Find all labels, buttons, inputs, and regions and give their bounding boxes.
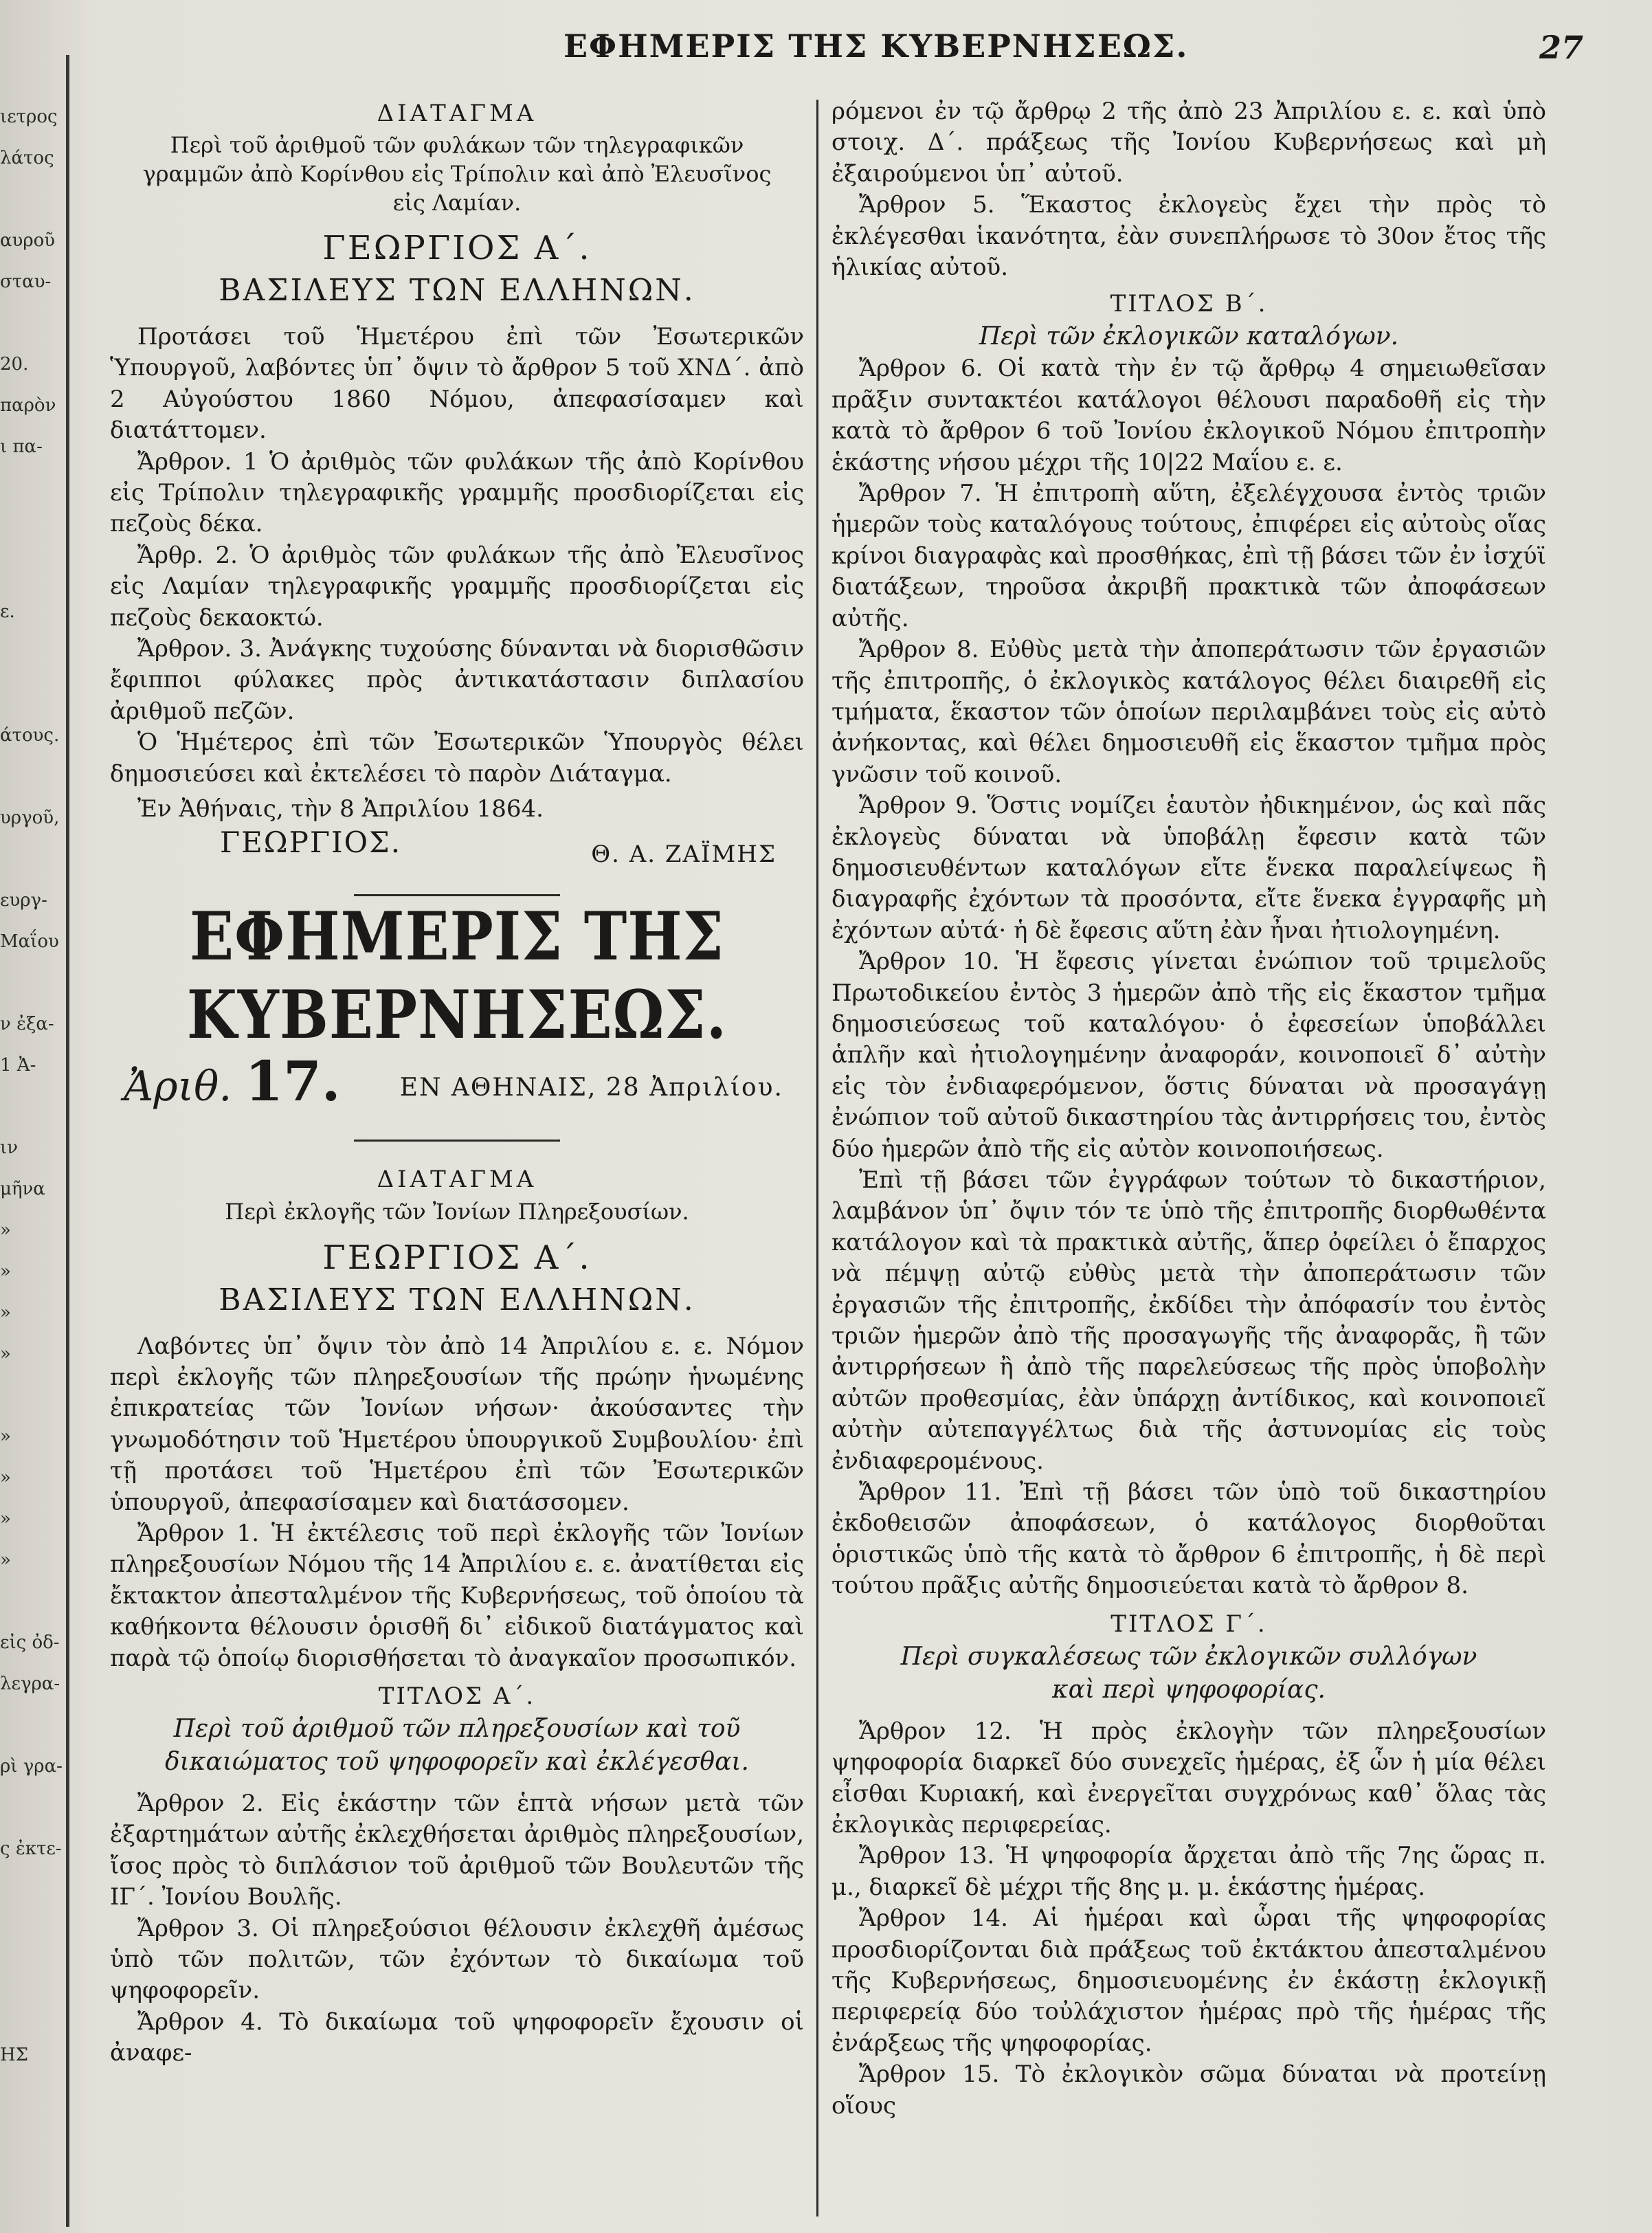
margin-fragment: [0, 674, 55, 715]
article-paragraph: Ἄρθρον 3. Οἱ πληρεξούσιοι θέλουσιν ἐκλεχθῆ ἀμέσως ὑπὸ τῶν πολιτῶν, τῶν ἐχόντων τὸ δικαίωμα τοῦ ψηφοφορεῖν.: [110, 1914, 804, 2005]
masthead: ΕΦΗΜΕΡΙΣ ΤΗΣ ΚΥΒΕΡΝΗΣΕΩΣ.: [186, 896, 728, 1054]
article-paragraph: Ἄρθρον 11. Ἐπὶ τῇ βάσει τῶν ὑπὸ τοῦ δικαστηρίου ἐκδοθεισῶν ἀποφάσεων, ὁ κατάλογος διορθοῦται ὁριστικῶς ὑπὸ τῆς κατὰ τὸ ἄρθρον 6 ἐπιτροπῆς, ἡ δὲ περὶ τούτου πρᾶξις αὐτῆς δημοσιεύεται κατὰ τὸ ἄρθρον 8.: [831, 1478, 1546, 1600]
decree-heading: ΔΙΑΤΑΓΜΑ: [377, 1165, 537, 1193]
margin-fragment: ε.: [0, 601, 15, 622]
section-subtitle: Περὶ τοῦ ἀριθμοῦ τῶν πληρεξουσίων καὶ τοῦ δικαιώματος τοῦ ψηφοφορεῖν καὶ ἐκλέγεσθαι.: [165, 1714, 749, 1776]
margin-fragment: 20.: [0, 354, 29, 375]
margin-fragment: »: [0, 1550, 11, 1570]
column-divider: [816, 100, 818, 2217]
left-column: [110, 96, 804, 2069]
margin-fragment: [0, 179, 55, 220]
article-paragraph: Ἄρθρον 8. Εὐθὺς μετὰ τὴν ἀποπεράτωσιν τῶν ἐργασιῶν τῆς ἐπιτροπῆς, ὁ ἐκλογικὸς κατάλογος θέλει διαιρεθῆ εἰς τμήματα, ἕκαστον τῶν ὁποίων περιλαμβάνει τοὺς εἰς αὐτὸ ἀνήκοντας, καὶ θέλει δημοσιευθῆ εἰς ἕκαστον τμῆμα πρὸς γνῶσιν τοῦ κοινοῦ.: [831, 636, 1546, 788]
margin-fragment: ιετρος: [0, 107, 58, 127]
margin-fragment: [0, 962, 55, 1003]
margin-fragment: [0, 1704, 55, 1746]
margin-fragment: ιν: [0, 1137, 18, 1158]
decree-preamble: Προτάσει τοῦ Ἡμετέρου ἐπὶ τῶν Ἐσωτερικῶν Ὑπουργοῦ, λαβόντες ὑπ᾽ ὄψιν τὸ ἄρθρον 5 τοῦ ΧΝΔ΄. ἀπὸ 2 Αὐγούστου 1860 Νόμου, ἀπεφασίσαμεν καὶ διατάττομεν.: [110, 323, 804, 445]
margin-fragment: άτους.: [0, 725, 60, 746]
king-name: ΓΕΩΡΓΙΟΣ Α΄.: [322, 229, 592, 267]
margin-fragment: [0, 509, 55, 550]
margin-fragment: »: [0, 1509, 11, 1529]
margin-fragment: [0, 1086, 55, 1127]
margin-fragment: ν ἐξα-: [0, 1014, 54, 1034]
margin-fragment: [0, 1869, 55, 1911]
section-title: ΤΙΤΛΟΣ Γ΄.: [1110, 1610, 1267, 1638]
margin-fragment: »: [0, 1344, 11, 1364]
margin-fragment: Μαΐου: [0, 931, 59, 952]
margin-fragment: »: [0, 1261, 11, 1282]
article-paragraph: Ἄρθρον 5. Ἕκαστος ἐκλογεὺς ἔχει τὴν πρὸς τὸ ἐκλέγεσθαι ἱκανότητα, ἐὰν συνεπλήρωσε τὸ 30ον ἔτος τῆς ἡλικίας αὐτοῦ.: [831, 191, 1546, 282]
margin-fragment: »: [0, 1467, 11, 1488]
margin-fragment: αυροῦ: [0, 230, 56, 251]
section-rule: [354, 1140, 560, 1142]
margin-fragment: »: [0, 1302, 11, 1323]
margin-fragment: [0, 1952, 55, 1993]
margin-fragment: λάτος: [0, 148, 54, 168]
margin-fragment: [0, 467, 55, 509]
margin-fragment: υργοῦ,: [0, 808, 60, 828]
king-title: ΒΑΣΙΛΕΥΣ ΤΩΝ ΕΛΛΗΝΩΝ.: [219, 1282, 695, 1318]
king-name: ΓΕΩΡΓΙΟΣ Α΄.: [322, 1238, 592, 1277]
minister-signature: Θ. Α. ΖΑΪΜΗΣ: [591, 840, 777, 868]
margin-fragment: ς ἐκτε-: [0, 1838, 62, 1859]
decree-subject: Περὶ ἐκλογῆς τῶν Ἰονίων Πληρεξουσίων.: [225, 1198, 689, 1225]
margin-fragment: εἰς ὀδ-: [0, 1632, 60, 1653]
margin-fragment: »: [0, 1220, 11, 1241]
margin-fragment: [0, 756, 55, 797]
article-paragraph: Ἄρθρον 14. Αἱ ἡμέραι καὶ ὧραι τῆς ψηφοφορίας προσδιορίζονται διὰ πράξεως τοῦ ἐκτάκτου ἀπεσταλμένου τῆς Κυβερνήσεως, δημοσιευομένης ἐν ἑκάστῃ ἐκλογικῇ περιφερείᾳ δύο τοὐλάχιστον ἡμέρας πρὸ τῆς ἡμέρας τῆς ἐνάρξεως τῆς ψηφοφορίας.: [831, 1904, 1546, 2057]
article-paragraph: Ἄρθρον 7. Ἡ ἐπιτροπὴ αὕτη, ἐξελέγχουσα ἐντὸς τριῶν ἡμερῶν τοὺς καταλόγους τούτους, ἐπιφέρει εἰς αὐτοὺς οἵας κρίνοι διαγραφὰς καὶ προσθήκας, ἐπὶ τῇ βάσει τῶν ἐν ἰσχύϊ διατάξεων, τηροῦσα ἀκριβῆ πρακτικὰ τῶν ἀποφάσεων αὐτῆς.: [831, 480, 1546, 632]
margin-fragment: μῆνα: [0, 1179, 45, 1199]
king-title: ΒΑΣΙΛΕΥΣ ΤΩΝ ΕΛΛΗΝΩΝ.: [219, 273, 695, 308]
margin-fragment: [0, 1581, 55, 1622]
signature-row: [110, 825, 804, 867]
margin-fragment: ρὶ γρα-: [0, 1756, 63, 1777]
article-paragraph: Ἄρθρον. 1 Ὁ ἀριθμὸς τῶν φυλάκων τῆς ἀπὸ Κορίνθου εἰς Τρίπολιν τηλεγραφικῆς γραμμῆς προσδιορίζεται εἰς πεζοὺς δέκα.: [110, 447, 804, 538]
running-title: ΕΦΗΜΕΡΙΣ ΤΗΣ ΚΥΒΕΡΝΗΣΕΩΣ.: [563, 27, 1189, 65]
margin-fragment: ΗΣ: [0, 2045, 29, 2065]
margin-fragment: [0, 1911, 55, 1952]
margin-fragment: [0, 1787, 55, 1828]
article-paragraph: Ἄρθρον 10. Ἡ ἔφεσις γίνεται ἐνώπιον τοῦ τριμελοῦς Πρωτοδικείου ἐντὸς 3 ἡμερῶν ἀπὸ τῆς εἰς ἕκαστον τμῆμα δημοσιεύσεως τοῦ καταλόγου· ὁ ἐφεσείων ὑποβάλλει ἁπλῆν καὶ ἠτιολογημένην ἀναφοράν, κοινοποιεῖ δ᾽ αὐτὴν εἰς τὸν ἐνδιαφερόμενον, ὅστις δύναται νὰ προσαγάγῃ ἐνώπιον τοῦ αὐτοῦ δικαστηρίου τὰς ἀντιρρήσεις του, ἐντὸς δύο ἡμερῶν ἀπὸ τῆς εἰς αὐτὸν κοινοποιήσεως.: [831, 948, 1546, 1163]
issue-line: [110, 1043, 804, 1119]
section-subtitle: Περὶ συγκαλέσεως τῶν ἐκλογικῶν συλλόγων καὶ περὶ ψηφοφορίας.: [900, 1642, 1477, 1704]
right-column: [831, 96, 1546, 2122]
article-paragraph: Ἄρθρον 13. Ἡ ψηφοφορία ἄρχεται ἀπὸ τῆς 7ης ὥρας π. μ., διαρκεῖ δὲ μέχρι τῆς 8ης μ. μ. ἑκάστης ἡμέρας.: [831, 1842, 1546, 1901]
page-number: 27: [1539, 29, 1583, 66]
article-paragraph: Ἄρθρον 12. Ἡ πρὸς ἐκλογὴν τῶν πληρεξουσίων ψηφοφορία διαρκεῖ δύο συνεχεῖς ἡμέρας, ἐξ ὧν ἡ μία θέλει εἶσθαι Κυριακή, καὶ ἐνεργεῖται συγχρόνως καθ᾽ ὅλας τὰς ἐκλογικὰς περιφερείας.: [831, 1717, 1546, 1838]
margin-fragment: σταυ-: [0, 271, 52, 292]
section-title: ΤΙΤΛΟΣ Α΄.: [378, 1682, 536, 1710]
margin-fragment: [0, 632, 55, 674]
article-paragraph: Ἄρθρον 9. Ὅστις νομίζει ἑαυτὸν ἠδικημένον, ὡς καὶ πᾶς ἐκλογεὺς δύναται νὰ ὑποβάλῃ ἔφεσιν κατὰ τῶν δημοσιευθέντων καταλόγων εἴτε ἕνεκα παραλείψεως ἢ διαγραφῆς ἐχόντων τὰ προσόντα, εἴτε ἕνεκα ἐγγραφῆς μὴ ἐχόντων αὐτά· ἡ δὲ ἔφεσις αὕτη ἐὰν ἦναι ἠτιολογημένη.: [831, 792, 1546, 944]
article-paragraph: Ἄρθρον 2. Εἰς ἑκάστην τῶν ἑπτὰ νήσων μετὰ τῶν ἐξαρτημάτων αὐτῆς ἐκλεχθήσεται ἀριθμὸς πληρεξουσίων, ἴσος πρὸς τὸ διπλάσιον τοῦ ἀριθμοῦ τῶν Βουλευτῶν τῆς ΙΓ΄. Ἰονίου Βουλῆς.: [110, 1789, 804, 1911]
decree-heading: ΔΙΑΤΑΓΜΑ: [377, 100, 537, 127]
article-paragraph: Ἄρθρ. 2. Ὁ ἀριθμὸς τῶν φυλάκων τῆς ἀπὸ Ἐλευσῖνος εἰς Λαμίαν τηλεγραφικῆς γραμμῆς προσδιορίζεται εἰς πεζοὺς δεκαοκτώ.: [110, 541, 804, 632]
margin-fragment: [0, 1993, 55, 2034]
margin-fragment: λεγρα-: [0, 1674, 60, 1694]
issue-number: Ἀριθ. 17.: [124, 1048, 341, 1113]
article-paragraph: Ὁ Ἡμέτερος ἐπὶ τῶν Ἐσωτερικῶν Ὑπουργὸς θέλει δημοσιεύσει καὶ ἐκτελέσει τὸ παρὸν Διάταγμα.: [110, 729, 804, 788]
article-paragraph: Ἄρθρον 15. Τὸ ἐκλογικὸν σῶμα δύναται νὰ προτείνῃ οἵους: [831, 2060, 1546, 2120]
decree-subject: Περὶ τοῦ ἀριθμοῦ τῶν φυλάκων τῶν τηλεγραφικῶν γραμμῶν ἀπὸ Κορίνθου εἰς Τρίπολιν καὶ ἀπὸ Ἐλευσῖνος εἰς Λαμίαν.: [142, 132, 772, 216]
section-subtitle: Περὶ τῶν ἐκλογικῶν καταλόγων.: [979, 322, 1399, 351]
margin-fragment: [0, 838, 55, 880]
article-paragraph: Ἄρθρον. 3. Ἀνάγκης τυχούσης δύνανται νὰ διορισθῶσιν ἔφιπποι φύλακες πρὸς ἀντικατάστασιν διπλασίου ἀριθμοῦ πεζῶν.: [110, 635, 804, 725]
section-rule: [354, 894, 560, 896]
margin-fragment: παρὸν: [0, 395, 56, 416]
article-paragraph: Ἄρθρον 4. Τὸ δικαίωμα τοῦ ψηφοφορεῖν ἔχουσιν οἱ ἀναφε-: [110, 2008, 804, 2067]
article-paragraph: Ἄρθρον 1. Ἡ ἐκτέλεσις τοῦ περὶ ἐκλογῆς τῶν Ἰονίων πληρεξουσίων Νόμου τῆς 14 Ἀπριλίου ε. ε. ἀνατίθεται εἰς ἔκτακτον ἀπεσταλμένον τῆς Κυβερνήσεως, τοῦ ὁποίου τὰ καθήκοντα θέλουσιν ὁρισθῆ δι᾽ εἰδικοῦ διατάγματος καὶ παρὰ τῷ ὁποίῳ διορισθήσεται τὸ ἀναγκαῖον προσωπικόν.: [110, 1519, 804, 1672]
adjacent-page-margin: [0, 96, 63, 2158]
issue-date: ΕΝ ΑΘΗΝΑΙΣ, 28 Ἀπριλίου.: [399, 1073, 783, 1102]
margin-fragment: [0, 550, 55, 591]
article-paragraph: Ἄρθρον 6. Οἱ κατὰ τὴν ἐν τῷ ἄρθρῳ 4 σημειωθεῖσαν πρᾶξιν συντακτέοι κατάλογοι θέλουσι παραδοθῆ εἰς τὴν κατὰ τὸ ἄρθρον 6 τοῦ Ἰονίου ἐκλογικοῦ Νόμου ἐπιτροπὴν ἑκάστης νήσου μέχρι τῆς 10|22 Μαΐου ε. ε.: [831, 355, 1546, 476]
margin-fragment: 1 Ἀ-: [0, 1055, 36, 1076]
margin-fragment: ι πα-: [0, 436, 43, 457]
article-paragraph: Ἐπὶ τῇ βάσει τῶν ἐγγράφων τούτων τὸ δικαστήριον, λαμβάνον ὑπ᾽ ὄψιν τόν τε ὑπὸ τῆς ἐπιτροπῆς διορθωθέντα κατάλογον καὶ τὰ πρακτικὰ αὐτῆς, ἅπερ ὀφείλει ὁ ἔπαρχος νὰ πέμψῃ αὐτῷ εὐθὺς μετὰ τὴν ἀποπεράτωσιν τῶν ἐργασιῶν τῆς ἐπιτροπῆς, ἐκδίδει τὴν ἀπόφασίν του ἐντὸς τριῶν ἡμερῶν ἀπὸ τῆς προσαγωγῆς τῆς ἀναφορᾶς, ἢ τῶν ἀντιρρήσεων ἢ ἀπὸ τῆς παρελεύσεως τῆς πρὸς ὑποβολὴν αὐτῶν προθεσμίας, ἐὰν ὑπάρχῃ ἀντίδικος, καὶ κοινοποιεῖ αὐτὴν αὐτεπαγγέλτως διὰ τῆς ἀστυνομίας εἰς τοὺς ἐνδιαφερομένους.: [831, 1166, 1546, 1475]
margin-fragment: »: [0, 1426, 11, 1447]
decree-date: Ἐν Ἀθήναις, τὴν 8 Ἀπριλίου 1864.: [137, 795, 544, 823]
decree-preamble: Λαβόντες ὑπ᾽ ὄψιν τὸν ἀπὸ 14 Ἀπριλίου ε. ε. Νόμον περὶ ἐκλογῆς τῶν πληρεξουσίων τῆς πρώην ἡνωμένης ἐπικρατείας τῶν Ἰονίων νήσων· ἀκούσαντες τὴν γνωμοδότησιν τοῦ Ἡμετέρου ὑπουργικοῦ Συμβουλίου· ἐπὶ τῇ προτάσει τοῦ Ἡμετέρου ἐπὶ τῶν Ἐσωτερικῶν ὑπουργοῦ, ἀπεφασίσαμεν καὶ διατάσσομεν.: [110, 1332, 804, 1516]
king-signature: ΓΕΩΡΓΙΟΣ.: [220, 825, 402, 859]
margin-fragment: [0, 302, 55, 344]
margin-fragment: ευργ-: [0, 890, 47, 911]
section-title: ΤΙΤΛΟΣ Β΄.: [1110, 290, 1268, 318]
page-spine-rule: [66, 55, 69, 2227]
margin-fragment: [0, 1375, 55, 1416]
article-paragraph: ρόμενοι ἐν τῷ ἄρθρῳ 2 τῆς ἀπὸ 23 Ἀπριλίου ε. ε. καὶ ὑπὸ στοιχ. Δ΄. πράξεως τῆς Ἰονίου Κυβερνήσεως καὶ μὴ ἐξαιρούμενοι ὑπ᾽ αὐτοῦ.: [831, 98, 1546, 188]
